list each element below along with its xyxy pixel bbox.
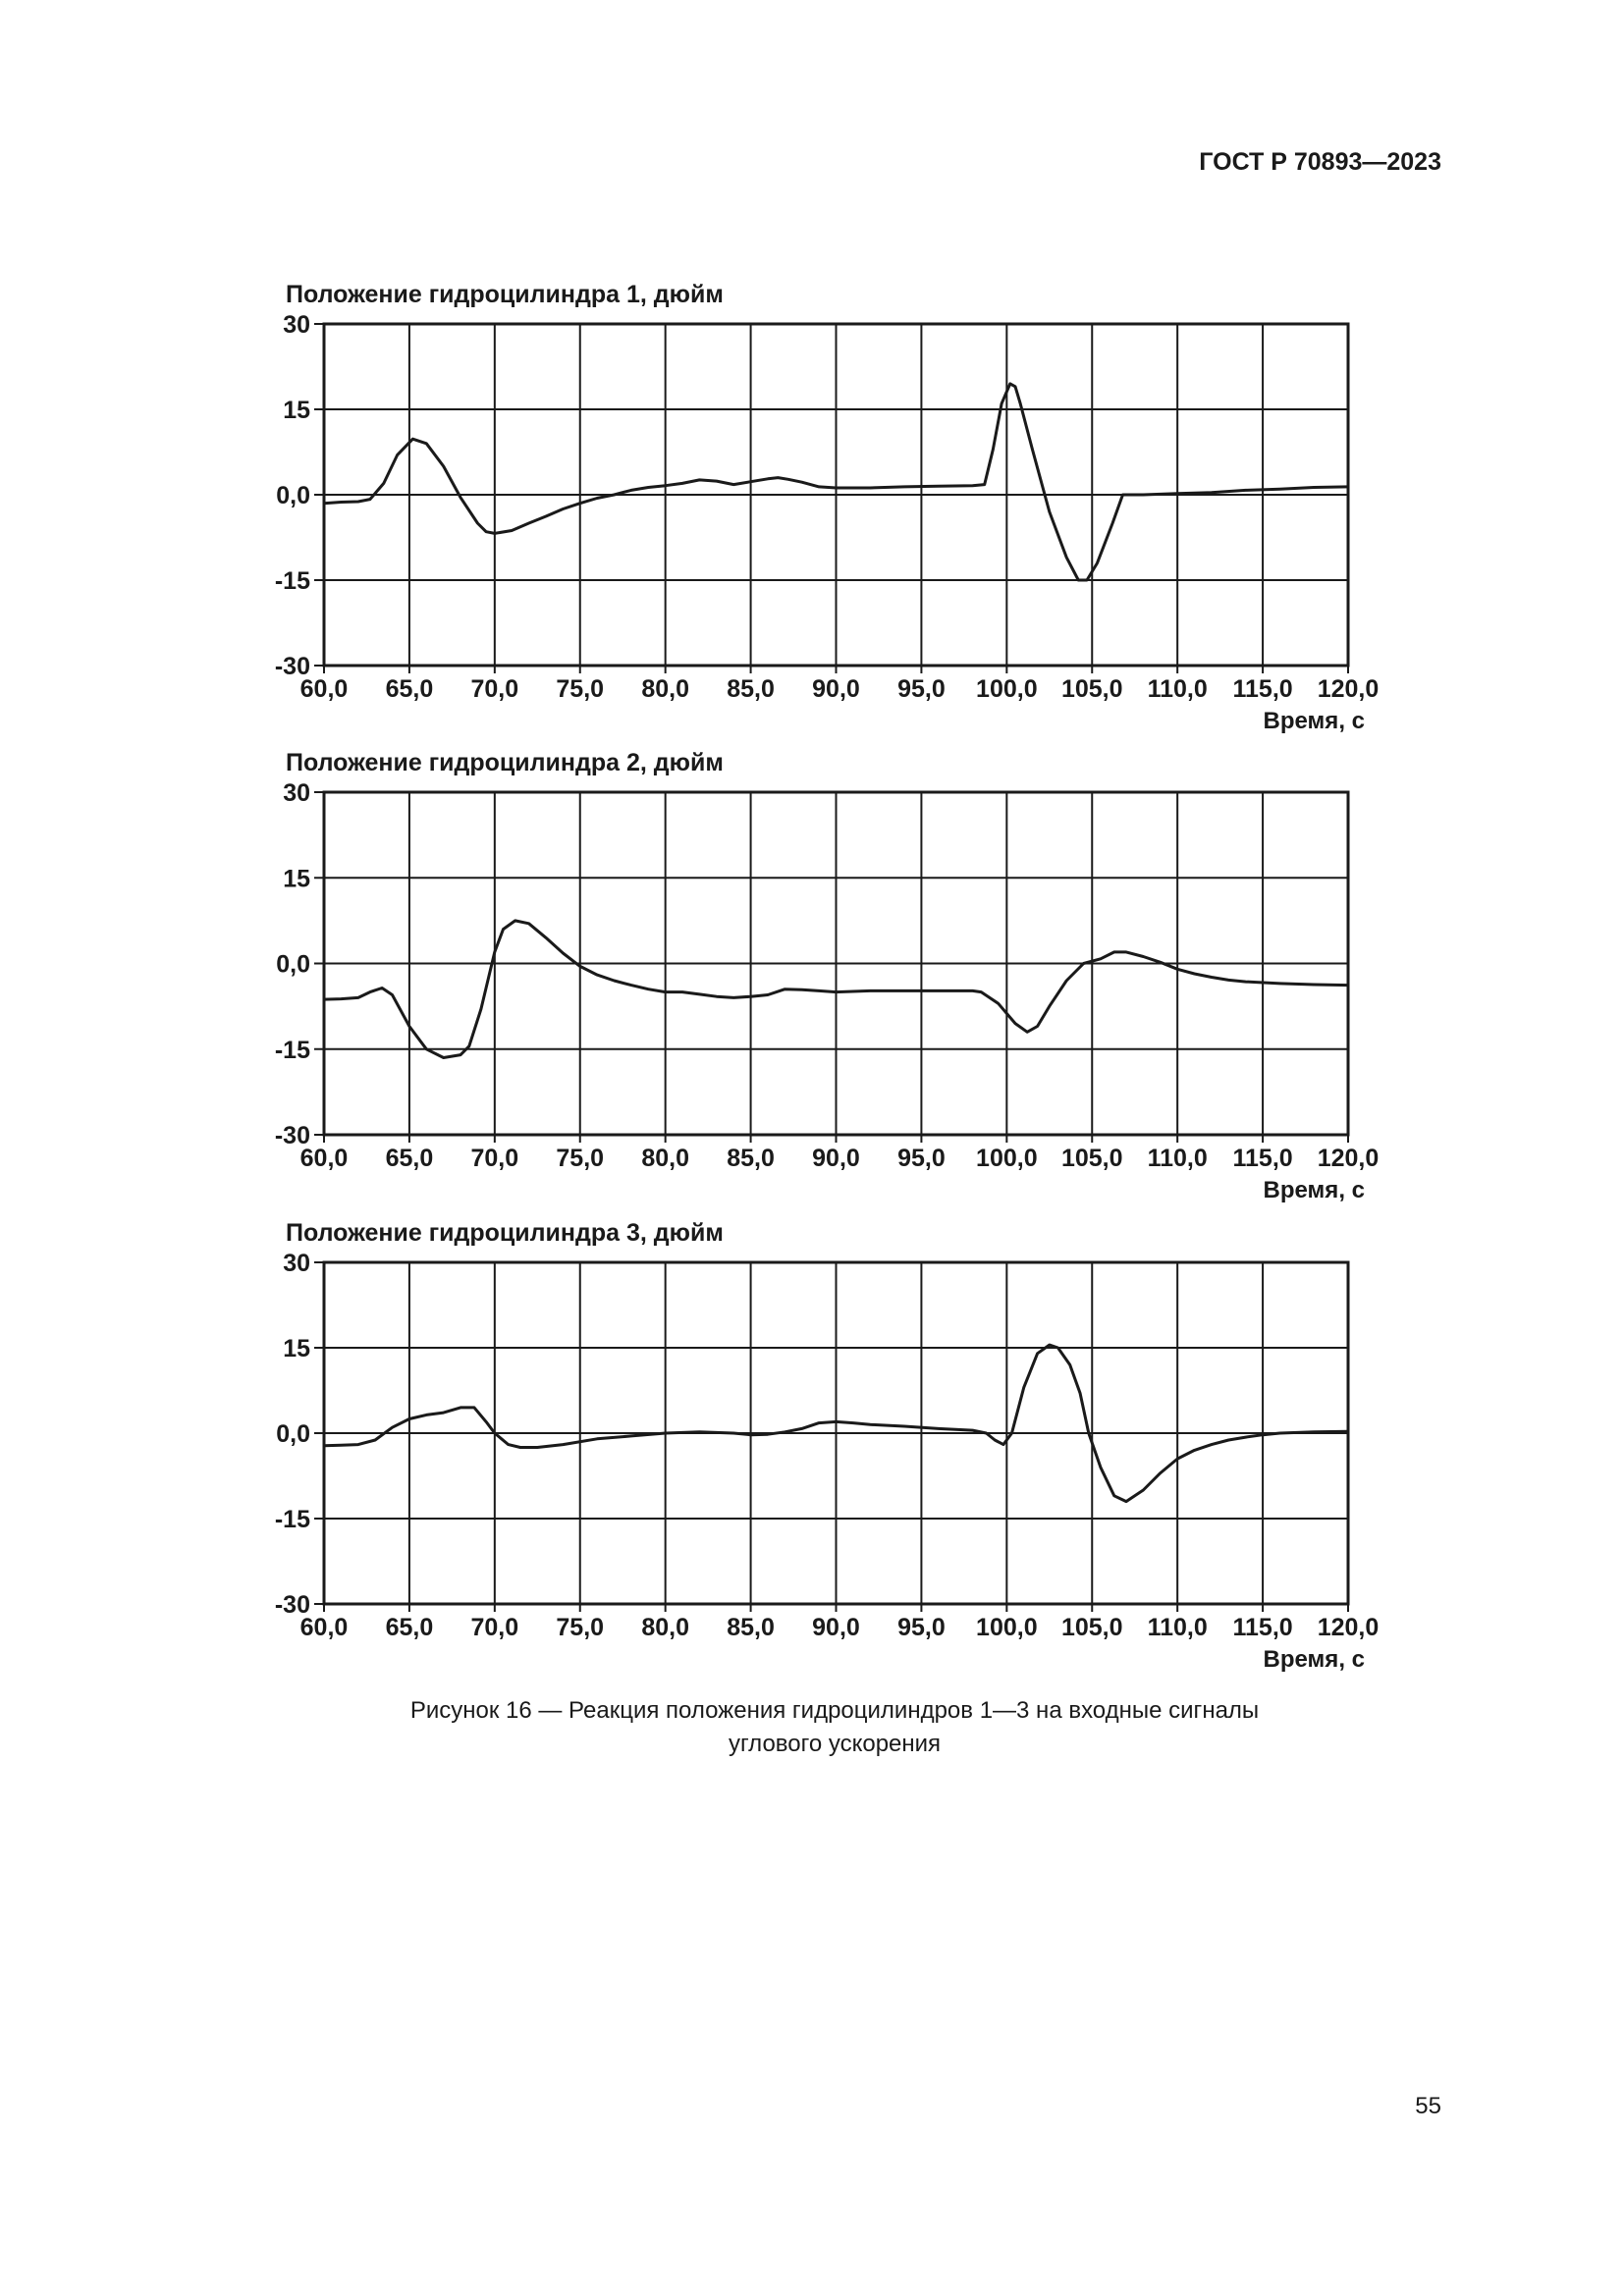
chart-3-x-tick-label: 65,0 xyxy=(385,1614,434,1641)
chart-3-x-tick-label: 85,0 xyxy=(727,1614,775,1641)
chart-1-title: Положение гидроцилиндра 1, дюйм xyxy=(286,281,724,308)
chart-1-x-tick-label: 105,0 xyxy=(1060,675,1123,703)
chart-1-x-tick-label: 115,0 xyxy=(1232,675,1293,703)
chart-2-x-tick-label: 70,0 xyxy=(470,1145,519,1172)
chart-1-x-tick-label: 95,0 xyxy=(897,675,946,703)
chart-2-y-tick-label: -15 xyxy=(274,1036,310,1064)
chart-3-title: Положение гидроцилиндра 3, дюйм xyxy=(286,1219,724,1247)
chart-1-x-tick-label: 70,0 xyxy=(470,675,519,703)
chart-1-x-tick-label: 80,0 xyxy=(641,675,690,703)
chart-2-x-tick-label: 90,0 xyxy=(812,1145,860,1172)
chart-3-x-tick-label: 100,0 xyxy=(976,1614,1038,1641)
chart-2-x-tick-label: 60,0 xyxy=(299,1145,349,1172)
page-number: 55 xyxy=(1415,2093,1441,2119)
chart-3-x-tick-label: 75,0 xyxy=(556,1614,605,1641)
chart-3-x-tick-label: 60,0 xyxy=(299,1614,349,1641)
chart-1-x-tick-label: 60,0 xyxy=(299,675,349,703)
chart-1-y-tick-label: 0,0 xyxy=(276,482,310,509)
chart-3-y-tick-label: -15 xyxy=(274,1506,310,1533)
chart-2-y-tick-label: 30 xyxy=(283,779,310,807)
chart-1-y-tick-label: 15 xyxy=(283,397,310,424)
chart-2-x-tick-label: 80,0 xyxy=(641,1145,690,1172)
chart-1-x-tick-label: 100,0 xyxy=(976,675,1038,703)
chart-2-x-tick-label: 65,0 xyxy=(385,1145,434,1172)
chart-3-y-tick-label: -30 xyxy=(274,1591,310,1619)
chart-3-x-tick-label: 95,0 xyxy=(897,1614,946,1641)
chart-2-x-tick-label: 85,0 xyxy=(727,1145,775,1172)
chart-1-y-tick-label: -15 xyxy=(274,567,310,595)
chart-1-x-tick-label: 110,0 xyxy=(1147,675,1208,703)
chart-1-x-tick-label: 85,0 xyxy=(727,675,775,703)
chart-1-x-axis-label: Время, с xyxy=(1263,708,1365,734)
chart-3-x-tick-label: 90,0 xyxy=(812,1614,860,1641)
chart-1-y-tick-label: -30 xyxy=(274,653,310,680)
chart-2-x-tick-label: 95,0 xyxy=(897,1145,946,1172)
figure-caption-line2: углового ускорения xyxy=(728,1731,942,1757)
chart-2-y-tick-label: 0,0 xyxy=(276,950,310,979)
chart-3-x-tick-label: 110,0 xyxy=(1147,1614,1208,1641)
chart-2-y-tick-label: -30 xyxy=(274,1122,310,1149)
chart-3-x-tick-label: 105,0 xyxy=(1060,1614,1123,1641)
chart-3-x-tick-label: 80,0 xyxy=(641,1614,690,1641)
chart-2-x-tick-label: 100,0 xyxy=(976,1145,1038,1172)
chart-2-x-tick-label: 115,0 xyxy=(1232,1145,1293,1172)
chart-2-x-tick-label: 120,0 xyxy=(1317,1145,1380,1172)
chart-2-x-tick-label: 105,0 xyxy=(1060,1145,1123,1172)
chart-2-x-tick-label: 110,0 xyxy=(1147,1145,1208,1172)
chart-3-y-tick-label: 0,0 xyxy=(276,1420,310,1448)
chart-3-y-tick-label: 30 xyxy=(283,1250,310,1277)
chart-3-x-axis-label: Время, с xyxy=(1263,1646,1365,1673)
chart-1-x-tick-label: 65,0 xyxy=(385,675,434,703)
chart-2-y-tick-label: 15 xyxy=(283,865,310,893)
chart-3-x-tick-label: 115,0 xyxy=(1232,1614,1293,1641)
chart-1-x-tick-label: 90,0 xyxy=(812,675,860,703)
chart-3-y-tick-label: 15 xyxy=(283,1335,310,1362)
chart-2-title: Положение гидроцилиндра 2, дюйм xyxy=(286,749,724,776)
chart-1-x-tick-label: 120,0 xyxy=(1317,675,1380,703)
chart-3-x-tick-label: 120,0 xyxy=(1317,1614,1380,1641)
document-header: ГОСТ Р 70893—2023 xyxy=(1199,148,1441,176)
chart-1-x-tick-label: 75,0 xyxy=(556,675,605,703)
chart-2-x-tick-label: 75,0 xyxy=(556,1145,605,1172)
chart-2-x-axis-label: Время, с xyxy=(1263,1177,1365,1203)
figure-caption xyxy=(295,1694,1375,1761)
figure-caption-line1: Рисунок 16 — Реакция положения гидроцилиндров 1—3 на входные сигналы xyxy=(409,1697,1260,1724)
chart-3-x-tick-label: 70,0 xyxy=(470,1614,519,1641)
chart-1-y-tick-label: 30 xyxy=(283,311,310,339)
